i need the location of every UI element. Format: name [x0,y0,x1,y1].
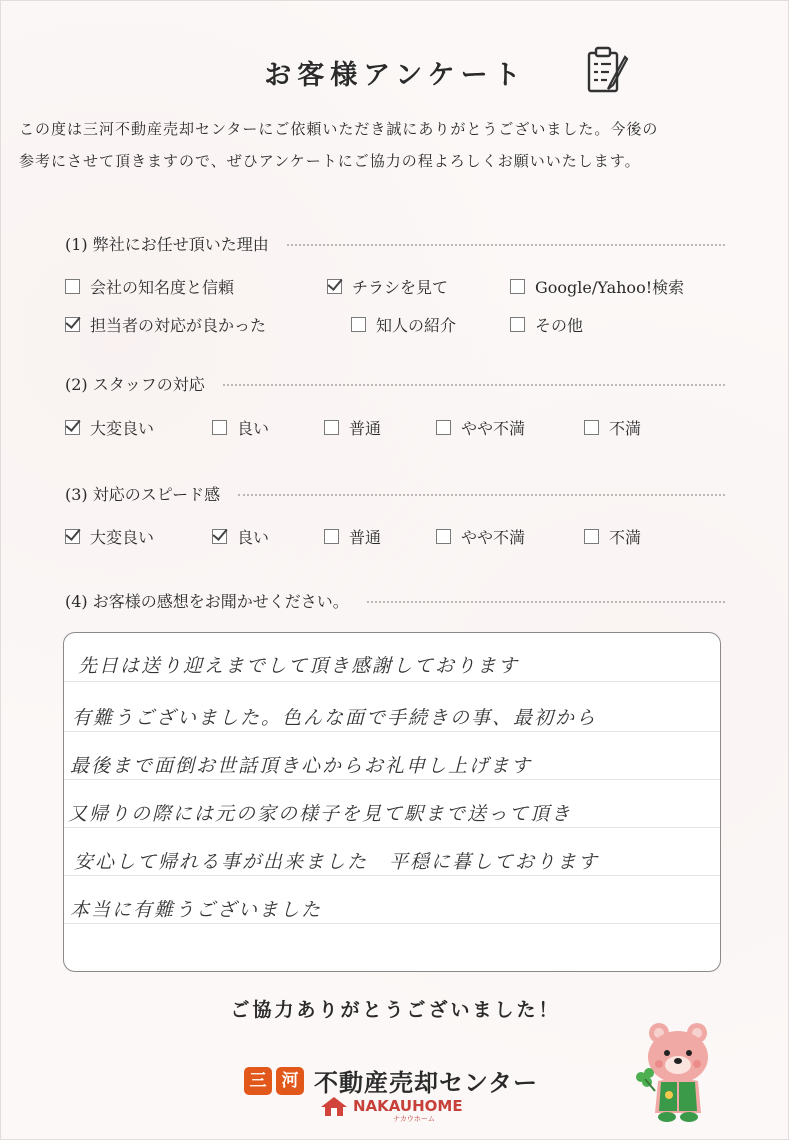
intro-line-1: この度は三河不動産売却センターにご依頼いただき誠にありがとうございました。今後の [19,120,659,138]
q1-option-referral[interactable]: 知人の紹介 [351,313,456,336]
nakau-home-logo: NAKAUHOME [319,1095,463,1117]
q1-option-other[interactable]: その他 [510,313,583,336]
q1-option-search[interactable]: Google/Yahoo!検索 [510,275,684,298]
comment-line: 先日は送り迎えまでして頂き感謝しております [78,655,520,677]
checkbox[interactable] [584,420,599,435]
comment-line: 本当に有難うございました [70,899,323,921]
comment-line: 安心して帰れる事が出来ました 平穏に暮しております [74,851,600,873]
checkbox[interactable] [327,279,342,294]
q3-option-good[interactable]: 良い [212,525,269,548]
comment-line: 又帰りの際には元の家の様子を見て駅まで送って頂き [68,803,573,825]
checkbox[interactable] [212,529,227,544]
checkbox[interactable] [65,529,80,544]
q3-option-bad[interactable]: 不満 [584,525,641,548]
checkbox[interactable] [436,420,451,435]
q4-heading: (4) お客様の感想をお聞かせください。 [65,588,725,612]
q2-option-very-good[interactable]: 大変良い [65,416,154,439]
q3-option-slightly-bad[interactable]: やや不満 [436,525,525,548]
q2-option-good[interactable]: 良い [212,416,269,439]
comment-box[interactable] [63,632,721,972]
logo-char-box: 三 [244,1067,272,1095]
checkbox[interactable] [65,420,80,435]
q1-option-flyer[interactable]: チラシを見て [327,275,448,298]
logo-name: 不動産売却センター [314,1069,539,1097]
q2-option-normal[interactable]: 普通 [324,416,381,439]
q1-option-reputation[interactable]: 会社の知名度と信頼 [65,275,234,298]
q2-heading: (2) スタッフの対応 [65,371,725,395]
logo-char-box: 河 [276,1067,304,1095]
checkbox[interactable] [510,279,525,294]
checkbox[interactable] [436,529,451,544]
checkbox[interactable] [324,529,339,544]
bear-mascot-icon [633,1019,723,1123]
checkbox[interactable] [351,317,366,332]
q3-option-very-good[interactable]: 大変良い [65,525,154,548]
company-logo [244,1063,538,1098]
page-title: お客様アンケート [264,60,527,91]
house-icon [319,1095,349,1117]
checkbox[interactable] [212,420,227,435]
q3-option-normal[interactable]: 普通 [324,525,381,548]
checkbox[interactable] [510,317,525,332]
q3-heading: (3) 対応のスピード感 [65,481,725,505]
q2-option-bad[interactable]: 不満 [584,416,641,439]
q1-heading: (1) 弊社にお任せ頂いた理由 [65,231,725,255]
clipboard-icon [585,45,629,95]
checkbox[interactable] [65,279,80,294]
q2-option-slightly-bad[interactable]: やや不満 [436,416,525,439]
intro-line-2: 参考にさせて頂きますので、ぜひアンケートにご協力の程よろしくお願いいたします。 [19,152,641,170]
intro-text [19,113,779,177]
checkbox[interactable] [324,420,339,435]
comment-line: 最後まで面倒お世話頂き心からお礼申し上げます [70,755,533,777]
q1-option-staff[interactable]: 担当者の対応が良かった [65,313,266,336]
comment-line: 有難うございました。色んな面で手続きの事、最初から [72,707,598,729]
nakau-home-kana: ナカウホーム [393,1115,435,1123]
thanks-message: ご協力ありがとうございました！ [230,999,561,1021]
checkbox[interactable] [65,317,80,332]
checkbox[interactable] [584,529,599,544]
